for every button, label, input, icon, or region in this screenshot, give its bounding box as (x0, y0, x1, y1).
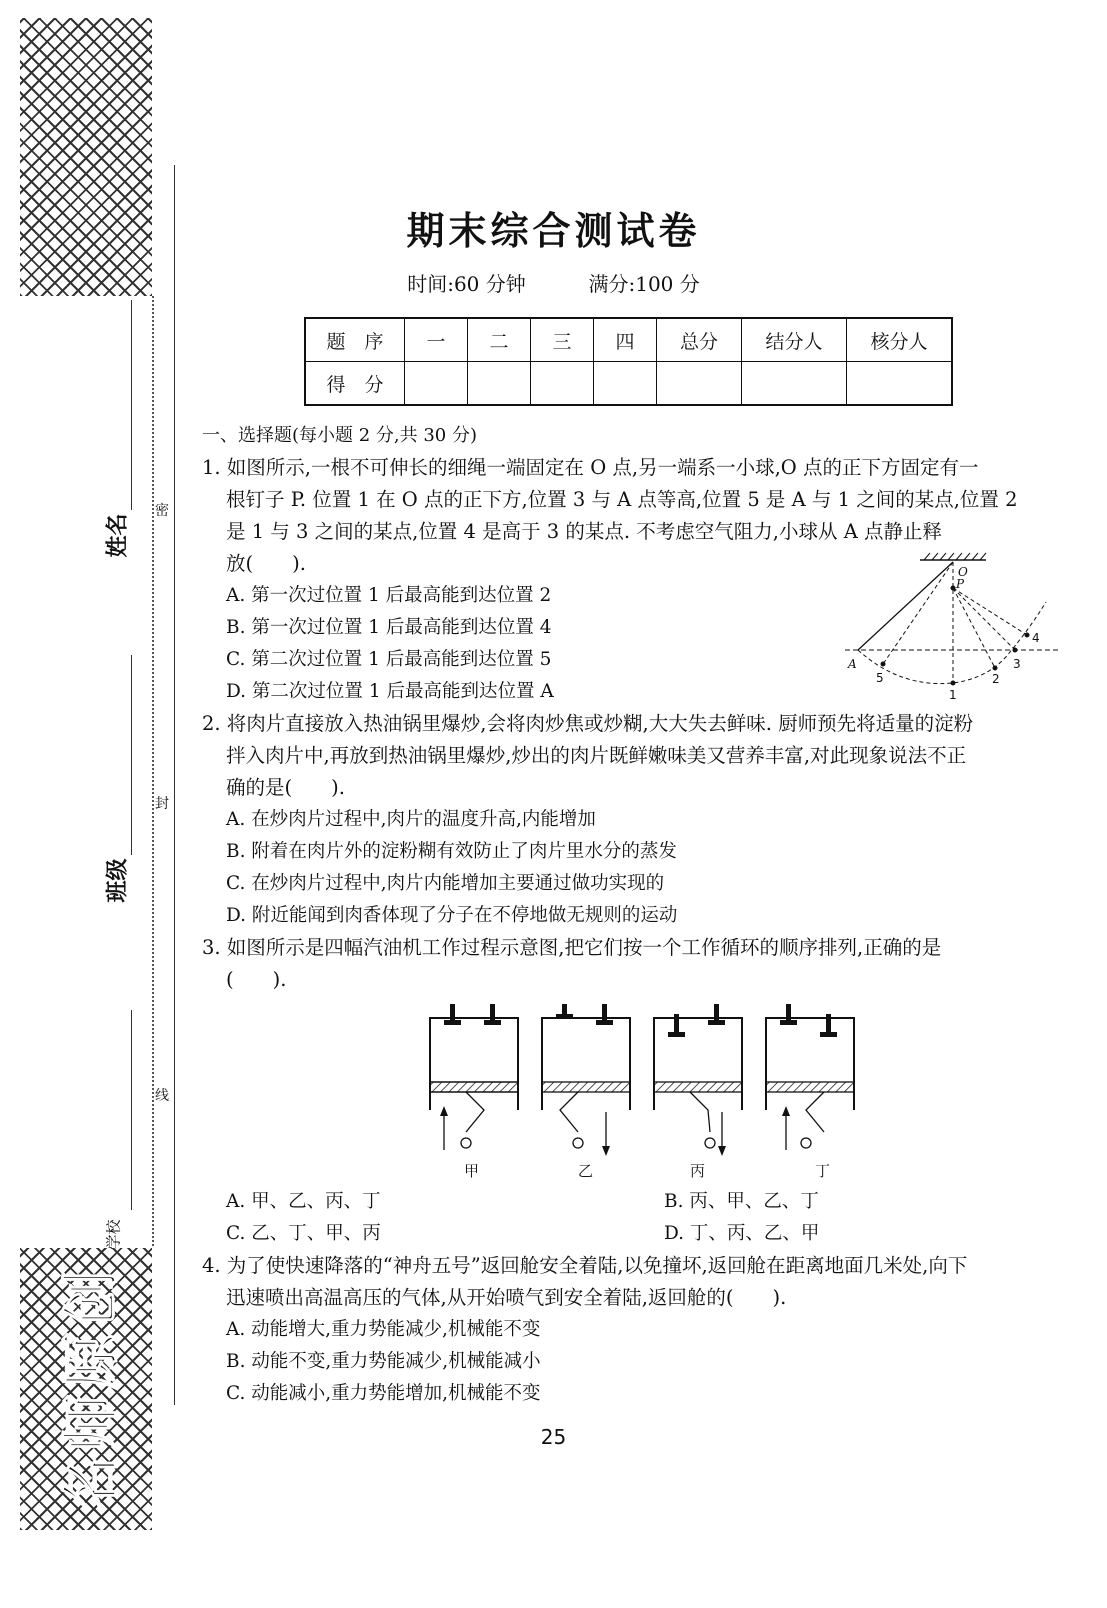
header-cell: 二 (468, 318, 531, 362)
header-cell: 四 (594, 318, 657, 362)
q4-line: 4. 为了使快速降落的“神舟五号”返回舱安全着陆,以免撞坏,返回舱在距离地面几米处,向下 (202, 1254, 968, 1277)
label-4: 4 (1032, 631, 1040, 645)
header-cell: 核分人 (847, 318, 953, 362)
header-cell: 一 (405, 318, 468, 362)
seal-char-mi: 密 (155, 503, 169, 519)
q4-option-a[interactable]: A. 动能增大,重力势能减少,机械能不变 (226, 1319, 541, 1340)
q3-option-a[interactable]: A. 甲、乙、丙、丁 (226, 1191, 381, 1212)
section-heading: 一、选择题(每小题 2 分,共 30 分) (202, 425, 478, 446)
engine-label-jia: 甲 (464, 1162, 480, 1180)
q2-option-a[interactable]: A. 在炒肉片过程中,肉片的温度升高,内能增加 (226, 809, 596, 830)
label-3: 3 (1013, 657, 1021, 671)
school-label: 学校 (104, 1219, 123, 1250)
score-cell[interactable] (742, 362, 847, 406)
q1-option-d[interactable]: D. 第二次过位置 1 后最高能到达位置 A (226, 681, 554, 702)
q1-line: 是 1 与 3 之间的某点,位置 4 是高于 3 的某点. 不考虑空气阻力,小球从 A 点静止释 (226, 520, 942, 543)
q3-line: ( ). (226, 968, 287, 991)
label-1: 1 (949, 688, 957, 702)
score-cell[interactable] (468, 362, 531, 406)
q1-option-b[interactable]: B. 第一次过位置 1 后最高能到达位置 4 (226, 617, 552, 638)
seal-char-feng: 封 (155, 796, 169, 812)
q2-line: 2. 将肉片直接放入热油锅里爆炒,会将肉炒焦或炒糊,大大失去鲜味. 厨师预先将适量的淀粉 (202, 712, 974, 735)
q2-option-d[interactable]: D. 附近能闻到肉香体现了分子在不停地做无规则的运动 (226, 905, 678, 926)
name-label: 姓名 (105, 513, 131, 558)
engine-ding (766, 1004, 854, 1150)
seal-char-xian: 线 (155, 1088, 169, 1104)
school-field[interactable] (96, 1010, 136, 1250)
score-cell[interactable] (531, 362, 594, 406)
page-number: 25 (540, 1425, 567, 1449)
label-O: O (958, 565, 968, 579)
q3-option-b[interactable]: B. 丙、甲、乙、丁 (664, 1191, 819, 1212)
page-title: 期末综合测试卷 (406, 209, 701, 253)
q4-option-c[interactable]: C. 动能减小,重力势能增加,机械能不变 (226, 1383, 541, 1404)
score-cell[interactable] (847, 362, 953, 406)
exam-time: 时间:60 分钟 (407, 272, 526, 296)
exam-full-score: 满分:100 分 (588, 272, 700, 296)
q4-line: 迅速喷出高温高压的气体,从开始喷气到安全着陆,返回舱的( ). (226, 1286, 787, 1309)
q1-option-c[interactable]: C. 第二次过位置 1 后最高能到达位置 5 (226, 649, 552, 670)
score-table-header-row (305, 318, 952, 362)
class-field[interactable] (96, 655, 136, 915)
name-field[interactable] (96, 300, 136, 560)
brand-text: 名师原创 (57, 1265, 126, 1515)
header-cell: 总分 (657, 318, 742, 362)
q4-option-b[interactable]: B. 动能不变,重力势能减少,机械能减小 (226, 1351, 541, 1372)
q2-line: 拌入肉片中,再放到热油锅里爆炒,炒出的肉片既鲜嫩味美又营养丰富,对此现象说法不正 (226, 744, 967, 767)
q1-line: 1. 如图所示,一根不可伸长的细绳一端固定在 O 点,另一端系一小球,O 点的正下方固定有一 (202, 456, 979, 479)
label-2: 2 (992, 672, 1000, 686)
q1-line: 放( ). (226, 552, 306, 575)
engine-jia (430, 1004, 518, 1150)
header-cell: 结分人 (742, 318, 847, 362)
pendulum-figure (840, 552, 1065, 702)
score-cell[interactable] (657, 362, 742, 406)
label-P: P (956, 577, 965, 591)
engine-yi (542, 1004, 630, 1156)
q1-line: 根钉子 P. 位置 1 在 O 点的正下方,位置 3 与 A 点等高,位置 5 是 A 与 1 之间的某点,位置 2 (226, 488, 1018, 511)
row-label: 得 分 (305, 362, 405, 406)
header-cell: 三 (531, 318, 594, 362)
label-5: 5 (876, 671, 884, 685)
engine-label-ding: 丁 (815, 1162, 831, 1180)
q1-option-a[interactable]: A. 第一次过位置 1 后最高能到达位置 2 (226, 585, 552, 606)
engine-diagrams (420, 1000, 870, 1190)
score-cell[interactable] (405, 362, 468, 406)
score-table (304, 317, 953, 406)
q3-option-d[interactable]: D. 丁、丙、乙、甲 (664, 1223, 820, 1244)
q2-option-c[interactable]: C. 在炒肉片过程中,肉片内能增加主要通过做功实现的 (226, 873, 665, 894)
class-label: 班级 (105, 858, 131, 903)
seal-dotted-line (152, 296, 154, 1246)
q3-option-c[interactable]: C. 乙、丁、甲、丙 (226, 1223, 381, 1244)
header-cell: 题 序 (305, 318, 405, 362)
engine-bing (654, 1004, 742, 1156)
engine-label-yi: 乙 (578, 1162, 594, 1180)
engine-label-bing: 丙 (690, 1162, 706, 1180)
q2-option-b[interactable]: B. 附着在肉片外的淀粉糊有效防止了肉片里水分的蒸发 (226, 841, 677, 862)
q2-line: 确的是( ). (226, 776, 345, 799)
exam-meta (0, 268, 1107, 297)
q3-line: 3. 如图所示是四幅汽油机工作过程示意图,把它们按一个工作循环的顺序排列,正确的是 (202, 936, 942, 959)
label-A: A (848, 657, 857, 671)
score-cell[interactable] (594, 362, 657, 406)
score-table-score-row (305, 362, 952, 406)
binding-line (174, 165, 175, 1405)
